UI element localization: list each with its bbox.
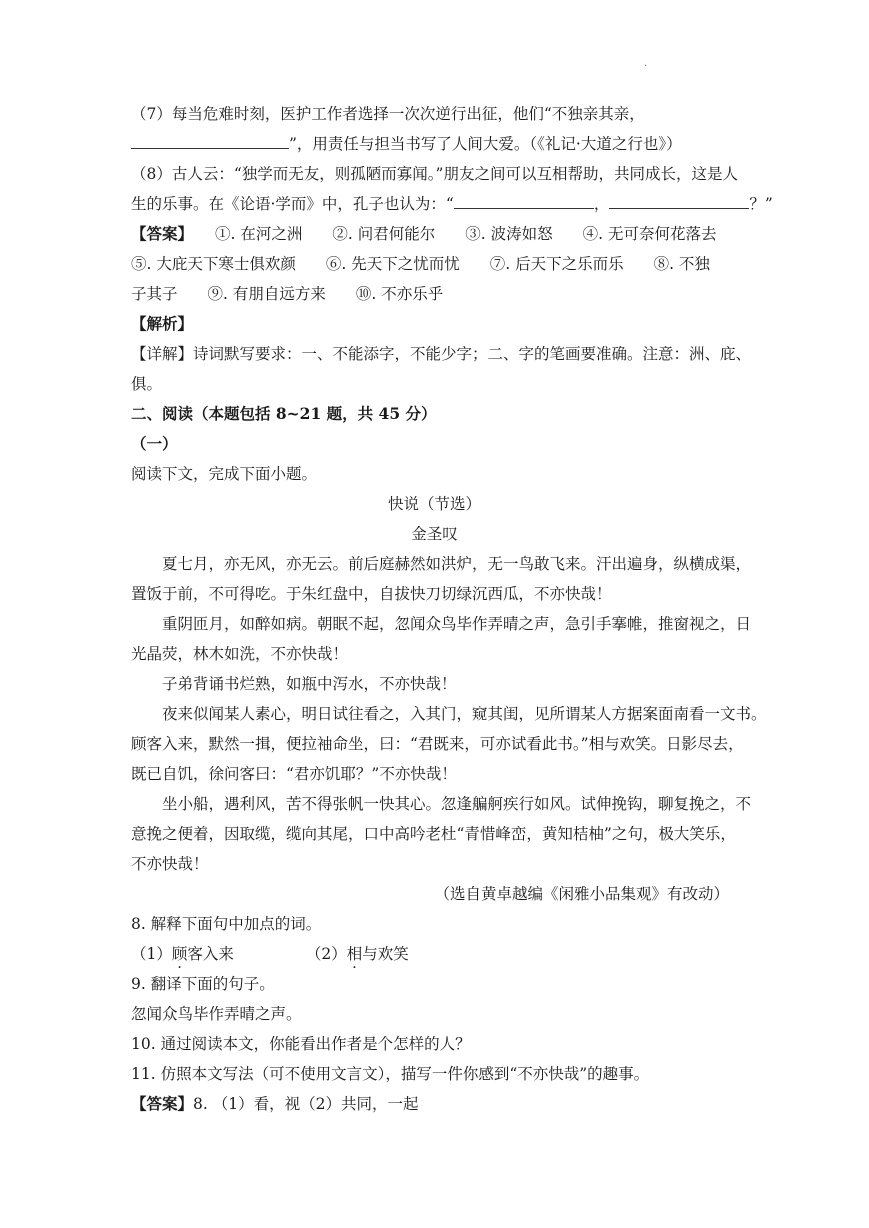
answer-item: ①. 在河之洲	[215, 225, 303, 243]
sub-text: 与欢笑	[362, 945, 409, 963]
subsection-label: （一）	[131, 434, 178, 453]
answer-item: ⑩. 不亦乐乎	[355, 285, 444, 303]
instruction: 阅读下文，完成下面小题。	[131, 465, 318, 483]
answer1-line3	[131, 284, 443, 304]
question-8-subitems	[131, 944, 409, 964]
paragraph-line: 夜来似闻某人素心，明日试往看之，入其门，窥其闺，见所谓某人方据案面南看一文书。	[162, 705, 767, 723]
answer-item: ④. 无可奈何花落去	[582, 225, 717, 243]
answer-item: ⑧. 不独	[653, 255, 710, 273]
fill-blank	[131, 134, 289, 149]
answer-label: 【答案】	[131, 1094, 194, 1113]
analysis-label: 【解析】	[131, 314, 194, 333]
q7-line2	[131, 134, 682, 154]
detail-line1: 【详解】诗词默写要求：一、不能添字，不能少字；二、字的笔画要准确。注意：洲、庇、	[131, 345, 752, 363]
dotted-word: 顾	[171, 945, 188, 963]
paragraph-line: 意挽之便着，因取缆，缆向其尾，口中高吟老杜“青惜峰峦，黄知桔柚”之句，极大笑乐，	[131, 825, 736, 843]
sub-text: 客入来	[187, 945, 234, 963]
answer-item: ③. 波涛如怒	[465, 225, 553, 243]
question-10: 10. 通过阅读本文，你能看出作者是个怎样的人？	[131, 1035, 471, 1053]
q7-line1: （7）每当危难时刻，医护工作者选择一次次逆行出征，他们“不独亲其亲，	[131, 105, 645, 123]
fill-blank	[454, 194, 594, 209]
article-source: （选自黄卓越编《闲雅小品集观》有改动）	[434, 885, 729, 903]
paragraph-line: 夏七月，亦无风，亦无云。前后庭赫然如洪炉，无一鸟敢飞来。汗出遍身，纵横成渠，	[162, 555, 752, 573]
sub-label: （1）	[131, 945, 172, 963]
paragraph-line: 置饭于前，不可得吃。于朱红盘中，自拔快刀切绿沉西瓜，不亦快哉！	[131, 585, 612, 603]
answer1-line1	[131, 224, 716, 244]
q7-line2-tail: ”，用责任与担当书写了人间大爱。（《礼记·大道之行也》）	[289, 135, 682, 153]
answer-item: 子其子	[131, 285, 178, 303]
answer-item: ⑥. 先天下之忧而忧	[325, 255, 460, 273]
answer2	[131, 1094, 418, 1114]
article-title: 快说（节选）	[387, 495, 481, 513]
paragraph-line: 坐小船，遇利风，苦不得张帆一快其心。忽逢艑舸疾行如风。试伸挽钩，聊复挽之，不	[162, 795, 752, 813]
q8-line2	[131, 194, 773, 214]
question-9-sentence: 忽闻众鸟毕作弄晴之声。	[131, 1005, 302, 1023]
paragraph-line: 不亦快哉！	[131, 855, 209, 873]
article-author: 金圣叹	[411, 525, 458, 543]
detail-line2: 俱。	[131, 375, 163, 393]
answer-text: 8. （1）看，视（2）共同，一起	[193, 1095, 419, 1113]
answer-item: ②. 问君何能尔	[332, 225, 436, 243]
paragraph-line: 子弟背诵书烂熟，如瓶中泻水，不亦快哉！	[162, 675, 457, 693]
q8-line1: （8）古人云：“独学而无友，则孤陋而寡闻。”朋友之间可以互相帮助，共同成长，这是人	[131, 165, 738, 183]
question-11: 11. 仿照本文写法（可不使用文言文），描写一件你感到“不亦快哉”的趣事。	[131, 1065, 650, 1083]
answer-item: ⑤. 大庇天下寒士俱欢颜	[131, 255, 296, 273]
q8-line2-head: 生的乐事。在《论语·学而》中，孔子也认为：“	[131, 195, 454, 213]
header-mark: .	[644, 58, 648, 69]
paragraph-line: 既已自饥，徐问客曰：“君亦饥耶？”不亦快哉！	[131, 765, 457, 783]
fill-blank	[609, 194, 749, 209]
dotted-word: 相	[346, 945, 363, 963]
question-9: 9. 翻译下面的句子。	[131, 975, 275, 993]
answer-label: 【答案】	[131, 224, 194, 243]
question-8: 8. 解释下面句中加点的词。	[131, 915, 322, 933]
paragraph-line: 重阴匝月，如醉如病。朝眠不起，忽闻众鸟毕作弄晴之声，急引手搴帷，推窗视之，日	[162, 615, 752, 633]
paragraph-line: 光晶荧，林木如洗，不亦快哉！	[131, 645, 349, 663]
answer-item: ⑦. 后天下之乐而乐	[489, 255, 624, 273]
q8-line2-tail: ？”	[749, 195, 773, 213]
q8-line2-mid: ，	[593, 195, 610, 213]
section-title: 二、阅读（本题包括 8~21 题，共 45 分）	[131, 404, 437, 423]
answer1-line2	[131, 254, 710, 274]
paragraph-line: 顾客入来，默然一揖，便拉袖命坐，曰：“君既来，可亦试看此书。”相与欢笑。日影尽去，	[131, 735, 744, 753]
answer-item: ⑨. 有朋自远方来	[207, 285, 326, 303]
sub-label: （2）	[305, 945, 347, 963]
